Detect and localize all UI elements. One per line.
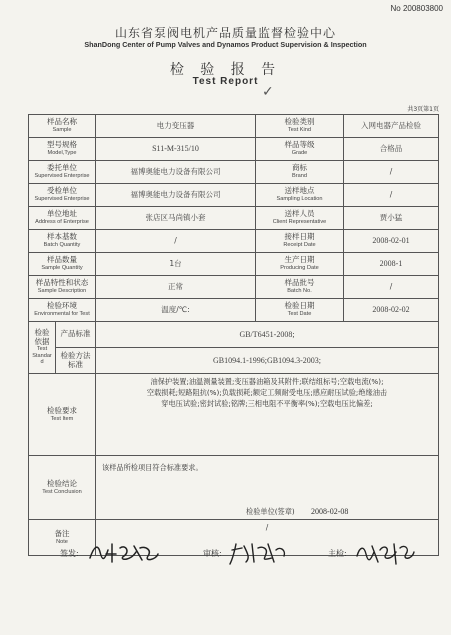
batch-no-label: 样品批号 Batch No. xyxy=(256,276,344,299)
conclusion-text: 该样品所检项目符合标准要求。 xyxy=(102,463,203,472)
standard-label: 检验依据 Test Standard xyxy=(29,322,56,374)
table-row xyxy=(29,115,439,138)
test-item-line: 穿电压试验;密封试验;铭牌;三相电阻不平衡率(%);空载电压比偏差; xyxy=(161,399,373,409)
report-table xyxy=(28,114,439,556)
page-info: 共3页第1页 xyxy=(407,106,439,113)
table-row xyxy=(29,161,439,184)
method-standard-value: GB1094.1-1996;GB1094.3-2003; xyxy=(96,348,439,374)
check-mark: ✓ xyxy=(262,84,274,100)
sample-value: 电力变压器 xyxy=(96,115,256,138)
issue-label: 签发: xyxy=(60,549,79,558)
table-row xyxy=(29,348,439,374)
brand-value: / xyxy=(344,161,439,184)
batch-qty-label: 样本基数 Batch Quantity xyxy=(29,230,96,253)
sample-desc-value: 正常 xyxy=(96,276,256,299)
client-rep-label: 送样人员 Client Representative xyxy=(256,207,344,230)
supervised2-value: 福博奥能电力设备有限公司 xyxy=(96,184,256,207)
conclusion-value xyxy=(96,456,439,520)
table-row xyxy=(29,253,439,276)
sample-qty-label: 样品数量 Sample Quantity xyxy=(29,253,96,276)
table-row xyxy=(29,374,439,456)
method-standard-label: 检验方法标准 xyxy=(56,348,96,374)
batch-no-value: / xyxy=(344,276,439,299)
producing-date-value: 2008-1 xyxy=(344,253,439,276)
model-value: S11-M-315/10 xyxy=(96,138,256,161)
supervised-value: 福博奥能电力设备有限公司 xyxy=(96,161,256,184)
model-label: 型号规格 Model,Type xyxy=(29,138,96,161)
note-label: 备注 Note xyxy=(29,520,96,556)
test-item-line: 空载损耗;短路阻抗(%);负载损耗;额定工频耐受电压;感应耐压试验;绝缘油击 xyxy=(146,388,388,398)
product-standard-value: GB/T6451-2008; xyxy=(96,322,439,348)
table-row xyxy=(29,138,439,161)
sample-qty-value: 1台 xyxy=(96,253,256,276)
product-standard-label: 产品标准 xyxy=(56,322,96,348)
reviewer-signature xyxy=(228,540,290,566)
receipt-date-label: 接样日期 Receipt Date xyxy=(256,230,344,253)
note-value: / xyxy=(96,520,439,556)
test-item-label: 检验要求 Test Item xyxy=(29,374,96,456)
inspector-signature xyxy=(354,540,416,566)
sample-desc-label: 样品特性和状态 Sample Description xyxy=(29,276,96,299)
table-row xyxy=(29,207,439,230)
report-serial-number: No 200803800 xyxy=(390,4,443,13)
table-row xyxy=(29,230,439,253)
supervised-label: 委托单位 Supervised Enterprise xyxy=(29,161,96,184)
grade-value: 合格品 xyxy=(344,138,439,161)
review-label: 审核: xyxy=(203,549,222,558)
sampling-location-label: 送样地点 Sampling Location xyxy=(256,184,344,207)
test-date-label: 检验日期 Test Date xyxy=(256,299,344,322)
test-kind-value: 入网电器产品检验 xyxy=(344,115,439,138)
brand-label: 商标 Brand xyxy=(256,161,344,184)
table-row xyxy=(29,322,439,348)
test-item-line: 油保护装置;油温测量装置;变压器油箱及其附件;联结组标号;空载电流(%); xyxy=(150,377,384,386)
signature-row xyxy=(0,540,451,566)
sample-label: 样品名称 Sample xyxy=(29,115,96,138)
table-row xyxy=(29,184,439,207)
inspect-label: 主检: xyxy=(328,549,347,558)
org-name-en: ShanDong Center of Pump Valves and Dynamos Product Supervision & Inspection xyxy=(84,40,367,49)
org-name-cn: 山东省泵阀电机产品质量监督检验中心 xyxy=(114,26,336,40)
test-date-value: 2008-02-02 xyxy=(344,299,439,322)
report-title-en: Test Report xyxy=(192,76,259,87)
conclusion-date: 2008-02-08 xyxy=(311,507,349,516)
batch-qty-value: / xyxy=(96,230,256,253)
conclusion-signoff xyxy=(246,506,348,518)
issuer-signature xyxy=(86,540,161,566)
test-item-value xyxy=(96,374,439,456)
table-row xyxy=(29,299,439,322)
table-row xyxy=(29,456,439,520)
test-kind-label: 检验类别 Test Kind xyxy=(256,115,344,138)
env-value: 温度/℃: xyxy=(96,299,256,322)
producing-date-label: 生产日期 Producing Date xyxy=(256,253,344,276)
env-label: 检验环境 Environmental for Test xyxy=(29,299,96,322)
supervised2-label: 受检单位 Supervised Enterprise xyxy=(29,184,96,207)
grade-label: 样品等级 Grade xyxy=(256,138,344,161)
address-label: 单位地址 Address of Enterprise xyxy=(29,207,96,230)
address-value: 张店区马尚镇小套 xyxy=(96,207,256,230)
sampling-location-value: / xyxy=(344,184,439,207)
client-rep-value: 贾小猛 xyxy=(344,207,439,230)
receipt-date-value: 2008-02-01 xyxy=(344,230,439,253)
table-row xyxy=(29,276,439,299)
conclusion-label: 检验结论 Test Conclusion xyxy=(29,456,96,520)
inspection-unit-label: 检验单位(签章) xyxy=(246,507,295,516)
report-title-cn: 检 验 报 告 xyxy=(169,62,282,78)
